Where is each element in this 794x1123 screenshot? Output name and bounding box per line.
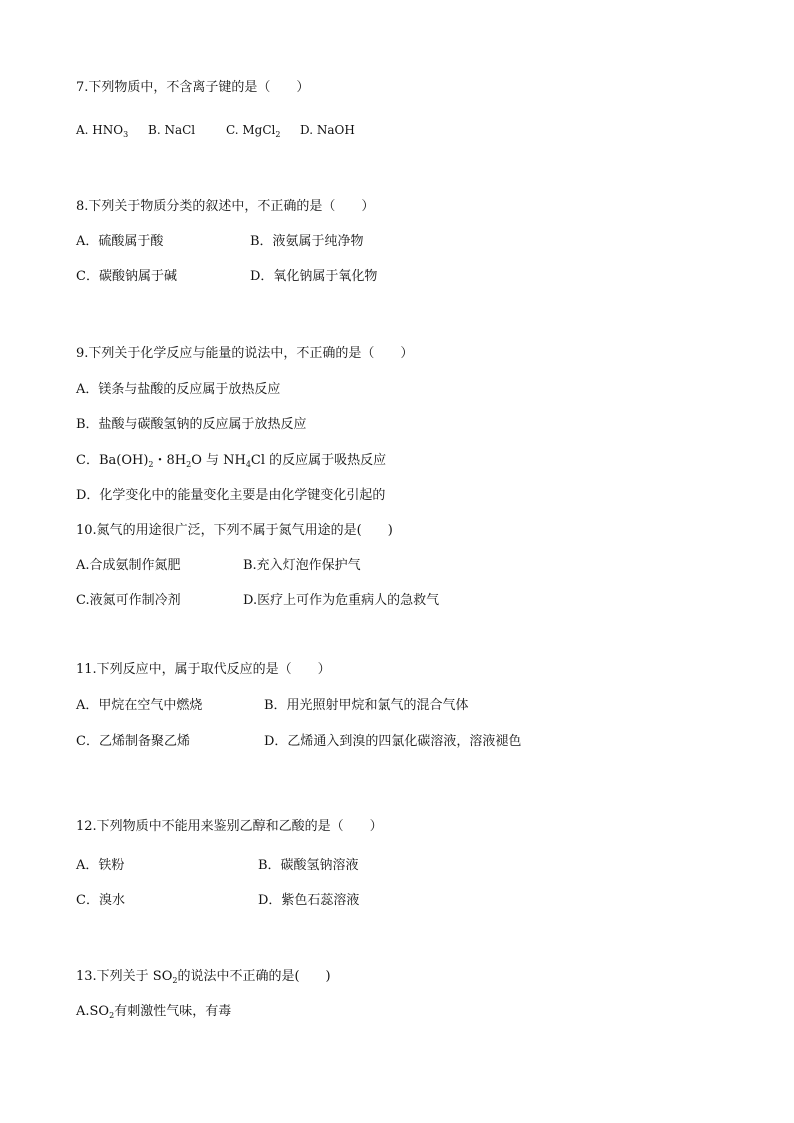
- question-12-option-d: D．紫色石蕊溶液: [258, 893, 360, 908]
- question-11-option-d: D．乙烯通入到溴的四氯化碳溶液，溶液褪色: [264, 734, 522, 749]
- question-7-option-a: A. $HNO_3$: [76, 123, 129, 139]
- question-8-option-d: D．氧化钠属于氧化物: [250, 269, 378, 284]
- question-9-option-c: C．$Ba(OH)_2$・$8H_2O$ 与 $NH_4Cl$ 的反应属于吸热反应: [76, 453, 387, 469]
- question-11-option-a: A．甲烷在空气中燃烧: [76, 698, 203, 713]
- question-10-stem: 10.氮气的用途很广泛，下列不属于氮气用途的是( ): [76, 523, 393, 538]
- question-11-stem: 11.下列反应中，属于取代反应的是（ ）: [76, 662, 331, 677]
- question-9-stem: 9.下列关于化学反应与能量的说法中，不正确的是（ ）: [76, 346, 414, 361]
- question-12-option-c: C．溴水: [76, 893, 125, 908]
- question-13-stem: 13.下列关于 $SO_2$的说法中不正确的是( ): [76, 969, 331, 985]
- question-9-option-d: D．化学变化中的能量变化主要是由化学键变化引起的: [76, 488, 386, 503]
- question-10-option-a: A.合成氨制作氮肥: [76, 558, 181, 573]
- question-10-option-d: D.医疗上可作为危重病人的急救气: [243, 593, 440, 608]
- question-8-stem: 8.下列关于物质分类的叙述中，不正确的是（ ）: [76, 199, 375, 214]
- question-12-stem: 12.下列物质中不能用来鉴别乙醇和乙酸的是（ ）: [76, 819, 383, 834]
- question-9-option-b: B．盐酸与碳酸氢钠的反应属于放热反应: [76, 417, 307, 432]
- question-7-stem: 7.下列物质中，不含离子键的是（ ）: [76, 80, 310, 95]
- question-9-option-a: A．镁条与盐酸的反应属于放热反应: [76, 382, 281, 397]
- question-13-option-a: $A.SO_2$有刺激性气味，有毒: [76, 1004, 232, 1020]
- question-7-option-d: D. NaOH: [300, 123, 355, 137]
- question-10-option-c: C.液氮可作制冷剂: [76, 593, 181, 608]
- question-12-option-a: A．铁粉: [76, 858, 125, 873]
- question-11-option-c: C．乙烯制备聚乙烯: [76, 734, 190, 749]
- question-11-option-b: B．用光照射甲烷和氯气的混合气体: [264, 698, 469, 713]
- question-10-option-b: B.充入灯泡作保护气: [243, 558, 361, 573]
- question-7-option-b: B. NaCl: [148, 123, 196, 137]
- question-8-option-c: C．碳酸钠属于碱: [76, 269, 177, 284]
- question-8-option-a: A．硫酸属于酸: [76, 234, 164, 249]
- question-7-option-c: C. MgCl$_2$: [226, 123, 281, 139]
- question-8-option-b: B．液氨属于纯净物: [250, 234, 364, 249]
- question-12-option-b: B．碳酸氢钠溶液: [258, 858, 359, 873]
